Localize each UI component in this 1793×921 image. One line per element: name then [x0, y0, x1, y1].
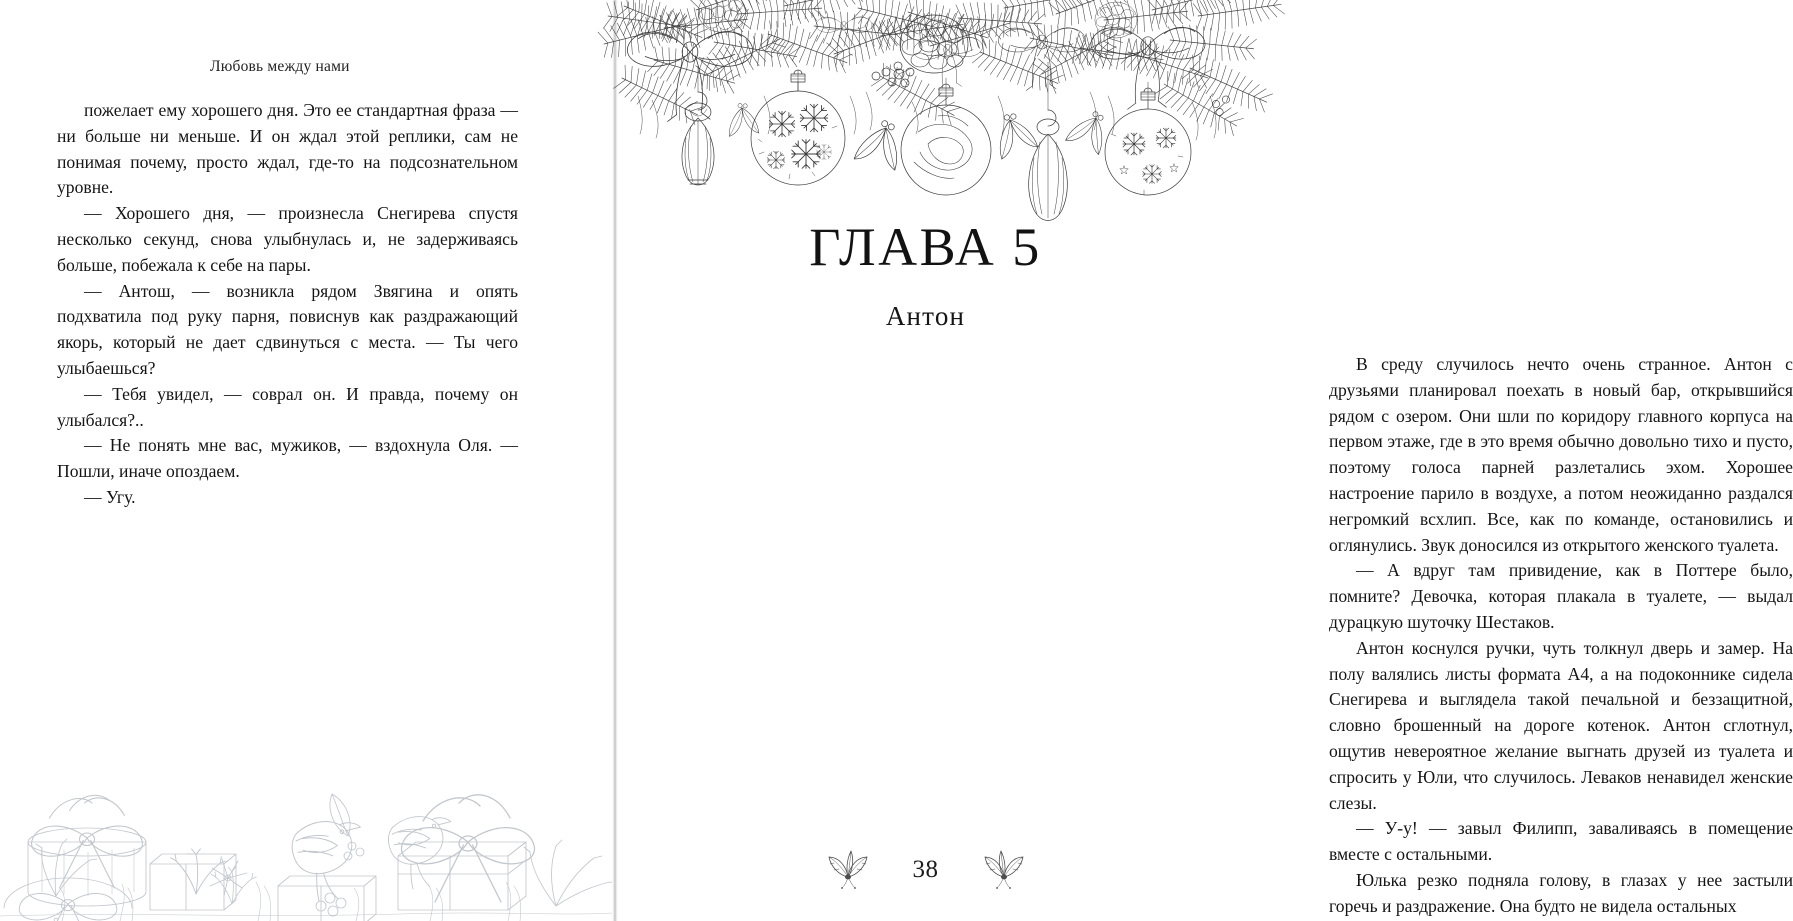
leaf-sprig-ornament-left	[825, 847, 871, 893]
gift-boxes-and-birds-illustration	[0, 746, 612, 921]
left-page	[0, 0, 612, 921]
paragraph: — Антош, — возникла рядом Звягина и опять подхватила под руку парня, повиснув как раздражающий якорь, который не дает сдвинуться с места. — Ты чего улыбаешься?	[57, 280, 518, 378]
right-page-body	[1329, 352, 1793, 920]
chapter-subtitle: Антон	[885, 301, 966, 331]
left-page-body	[57, 98, 518, 511]
page-number: 38	[912, 856, 939, 883]
leaf-sprig-ornament-right	[981, 847, 1027, 893]
paragraph: — Хорошего дня, — произнесла Снегирева спустя несколько секунд, снова улыбнулась и, не задерживаясь больше, побежала к себе на пары.	[57, 203, 518, 275]
paragraph: — Не понять мне вас, мужиков, — вздохнула Оля. — Пошли, иначе опоздаем.	[57, 435, 518, 482]
paragraph: Юлька резко подняла голову, в глазах у нее застыли горечь и раздражение. Она будто не видела остальных	[1329, 869, 1793, 916]
running-header: Любовь между нами	[210, 58, 350, 75]
paragraph: В среду случилось нечто очень странное. Антон с друзьями планировал поехать в новый бар, открывшийся рядом с озером. Они шли по коридору главного корпуса на первом этаже, где в это время обычно довольно тихо и пусто, поэтому голоса парней разлетались эхом. Хорошее настроение парило в воздухе, а потом неожиданно раздался негромкий всхлип. Все, как по команде, остановились и оглянулись. Звук доносился из открытого женского туалета.	[1329, 354, 1793, 555]
folio	[618, 847, 1233, 893]
paragraph: — Тебя увидел, — соврал он. И правда, почему он улыбался?..	[57, 383, 518, 430]
paragraph: — А вдруг там привидение, как в Поттере было, помните? Девочка, которая плакала в туалете, — выдал дурацкую шуточку Шестаков.	[1329, 560, 1793, 632]
chapter-title: ГЛАВА 5	[809, 217, 1042, 277]
paragraph: — У-у! — завыл Филипп, заваливаясь в помещение вместе с остальными.	[1329, 818, 1793, 865]
right-page	[618, 0, 1793, 921]
paragraph: пожелает ему хорошего дня. Это ее стандартная фраза — ни больше ни меньше. И он ждал этой реплики, сам не понимая почему, просто ждал, где-то на подсознательном уровне.	[57, 100, 518, 198]
paragraph: — Угу.	[84, 486, 136, 507]
paragraph: Антон коснулся ручки, чуть толкнул дверь и замер. На полу валялись листы формата А4, а на подоконнике сидела Снегирева и выглядела такой печальной и беззащитной, словно брошенный на дороге котенок. Антон сглотнул, ощутив невероятное желание выгнать друзей из туалета и спросить у Юли, что случилось. Леваков ненавидел женские слезы.	[1329, 637, 1793, 813]
christmas-ornaments-illustration	[618, 0, 1233, 232]
